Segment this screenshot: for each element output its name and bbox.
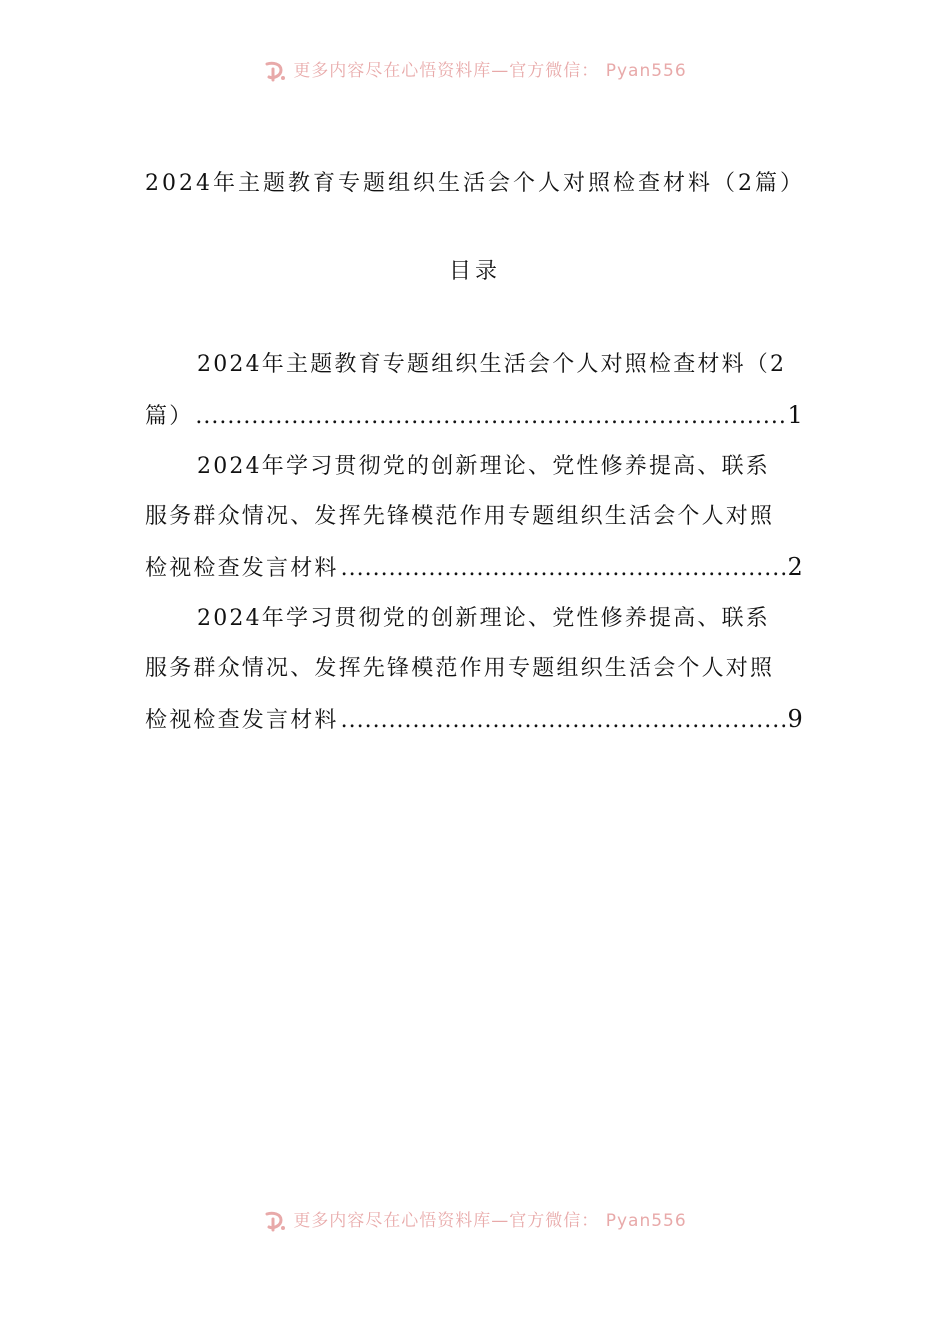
toc-leader-dots	[341, 544, 786, 594]
watermark-header	[0, 58, 950, 84]
toc-entry-1-first-line: 2024年主题教育专题组织生活会个人对照检查材料（2	[197, 352, 787, 377]
brand-logo-icon	[263, 60, 287, 82]
toc-leader-dots	[195, 392, 785, 442]
toc-leader-dots	[341, 696, 786, 746]
toc-entry-1[interactable]	[145, 340, 805, 442]
toc-entry-3-page: 9	[787, 705, 805, 733]
toc-entry-3-first-line: 2024年学习贯彻党的创新理论、党性修养提高、联系	[197, 606, 770, 631]
toc-entry-3-middle-line: 服务群众情况、发挥先锋模范作用专题组织生活会个人对照	[145, 656, 775, 681]
watermark-text: 更多内容尽在心悟资料库—官方微信： Pyan556	[293, 1210, 687, 1231]
table-of-contents	[145, 340, 805, 746]
toc-entry-1-last-text: 篇）	[145, 404, 194, 429]
watermark-footer	[0, 1208, 950, 1234]
brand-logo-icon	[263, 1210, 287, 1232]
toc-entry-3[interactable]	[145, 594, 805, 746]
document-title: 2024年主题教育专题组织生活会个人对照检查材料（2篇）	[145, 171, 805, 196]
toc-entry-2-last-line[interactable]	[145, 542, 805, 594]
toc-entry-2[interactable]	[145, 442, 805, 594]
toc-entry-3-last-text: 检视检查发言材料	[145, 708, 339, 733]
toc-entry-2-first-line: 2024年学习贯彻党的创新理论、党性修养提高、联系	[197, 454, 770, 479]
watermark-text: 更多内容尽在心悟资料库—官方微信： Pyan556	[293, 60, 687, 81]
toc-entry-2-last-text: 检视检查发言材料	[145, 556, 339, 581]
toc-entry-3-last-line[interactable]	[145, 694, 805, 746]
toc-entry-1-page: 1	[787, 401, 805, 429]
toc-heading: 目录	[448, 259, 501, 284]
toc-entry-2-middle-line: 服务群众情况、发挥先锋模范作用专题组织生活会个人对照	[145, 504, 775, 529]
toc-entry-1-last-line[interactable]	[145, 390, 805, 442]
toc-entry-2-page: 2	[787, 553, 805, 581]
